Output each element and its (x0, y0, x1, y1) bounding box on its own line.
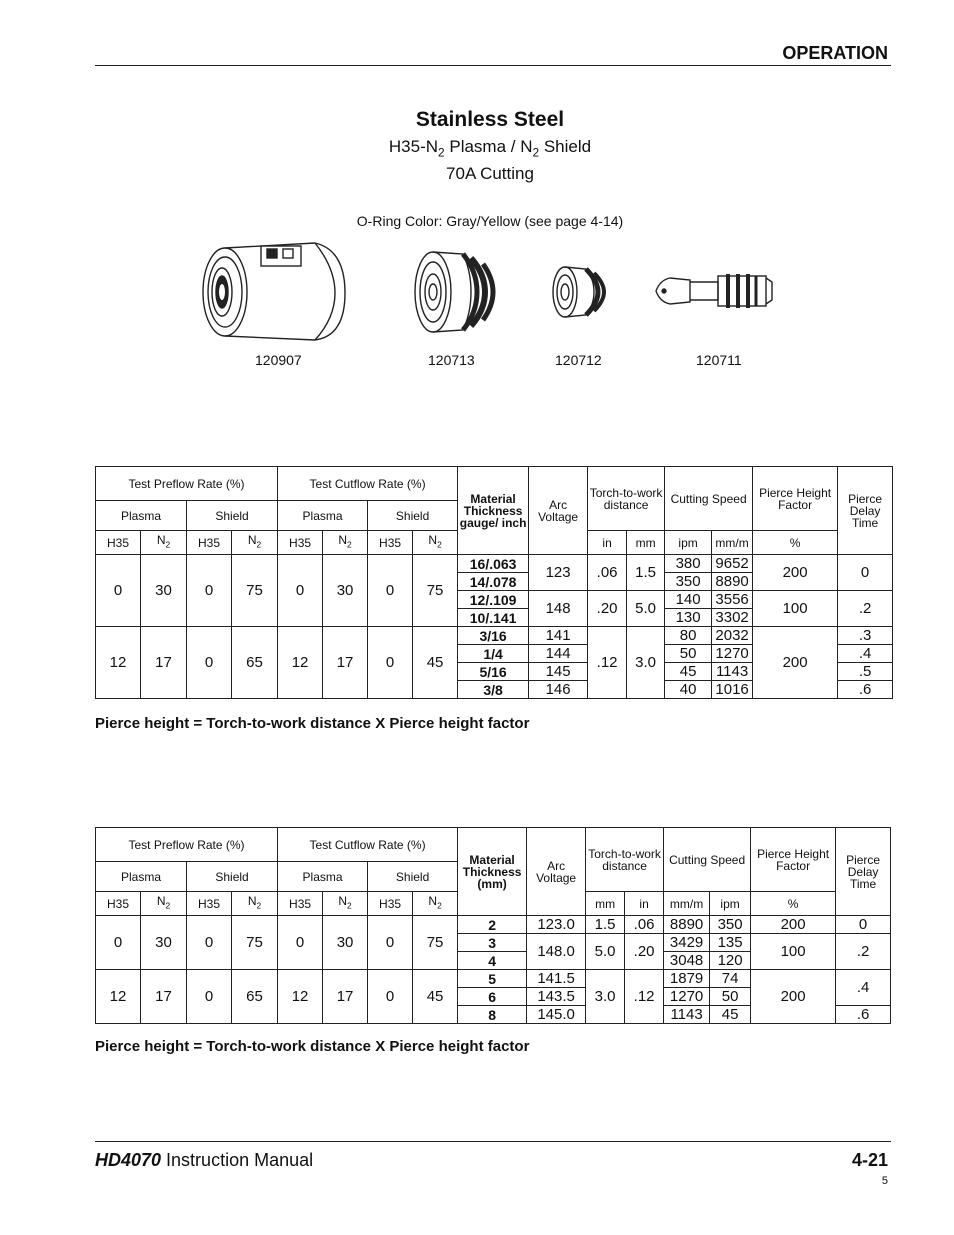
arc-voltage-cell: 148 (529, 591, 588, 627)
gas-n2-header: $N_2$ (413, 531, 458, 555)
distance-cell: .12 (588, 627, 627, 699)
cut-chart-english (95, 466, 893, 699)
model-name: HD4070 (95, 1150, 162, 1170)
pierce-height-note: Pierce height = Torch-to-work distance X Pierce height factor (95, 1038, 530, 1055)
thickness-cell: 10/.141 (458, 609, 529, 627)
arc-voltage-cell: 143.5 (527, 988, 586, 1006)
test-preflow-header: Test Preflow Rate (%) (96, 467, 278, 501)
speed-cell: 74 (710, 970, 751, 988)
pierce-delay-cell: 0 (838, 555, 893, 591)
flow-cell: 17 (323, 627, 368, 699)
speed-cell: 3302 (712, 609, 753, 627)
arc-voltage-cell: 141 (529, 627, 588, 645)
flow-cell: 65 (232, 970, 278, 1024)
material-thickness-header: Material Thickness (mm) (458, 828, 527, 916)
flow-cell: 30 (323, 555, 368, 627)
oring-note: O-Ring Color: Gray/Yellow (see page 4-14) (356, 213, 624, 229)
gas-subtitle: $H35-N_2$ Plasma / $N_2$ Shield (388, 137, 592, 160)
thickness-cell: 4 (458, 952, 527, 970)
arc-voltage-header: Arc Voltage (527, 828, 586, 916)
gas-n2-header: $N_2$ (141, 531, 187, 555)
distance-cell: .06 (625, 916, 664, 934)
page-number: 4-21 (851, 1150, 888, 1170)
thickness-cell: 1/4 (458, 645, 529, 663)
unit-header: in (625, 892, 664, 916)
distance-cell: 3.0 (627, 627, 665, 699)
test-cutflow-header: Test Cutflow Rate (%) (278, 467, 458, 501)
flow-cell: 12 (278, 970, 323, 1024)
pierce-delay-header: Pierce Delay Time (836, 828, 891, 916)
gas-h35-header: H35 (96, 531, 141, 555)
thickness-cell: 12/.109 (458, 591, 529, 609)
thickness-cell: 14/.078 (458, 573, 529, 591)
footer-rule (95, 1141, 891, 1142)
pierce-factor-cell: 200 (751, 916, 836, 934)
thickness-cell: 5 (458, 970, 527, 988)
part-number: 120713 (428, 352, 475, 368)
test-preflow-header: Test Preflow Rate (%) (96, 828, 278, 862)
speed-cell: 45 (665, 663, 712, 681)
torch-to-work-header: Torch-to-work distance (588, 467, 665, 531)
gas-n2-header: $N_2$ (413, 892, 458, 916)
gas-h35-header: H35 (187, 531, 232, 555)
part-number: 120712 (555, 352, 602, 368)
gas-h35-header: H35 (368, 892, 413, 916)
distance-cell: .20 (588, 591, 627, 627)
flow-cell: 0 (187, 970, 232, 1024)
gas-n2-header: $N_2$ (232, 531, 278, 555)
test-cutflow-header: Test Cutflow Rate (%) (278, 828, 458, 862)
cut-chart-metric (95, 827, 891, 1024)
flow-cell: 12 (278, 627, 323, 699)
flow-cell: 30 (141, 916, 187, 970)
flow-cell: 12 (96, 627, 141, 699)
pierce-delay-cell: .6 (836, 1006, 891, 1024)
shield-header: Shield (187, 862, 278, 892)
distance-cell: 1.5 (627, 555, 665, 591)
unit-header: mm (627, 531, 665, 555)
electrode-icon (652, 268, 780, 314)
speed-cell: 350 (710, 916, 751, 934)
thickness-cell: 8 (458, 1006, 527, 1024)
cutting-speed-header: Cutting Speed (664, 828, 751, 892)
flow-cell: 75 (413, 916, 458, 970)
thickness-cell: 2 (458, 916, 527, 934)
speed-cell: 40 (665, 681, 712, 699)
arc-voltage-cell: 144 (529, 645, 588, 663)
flow-cell: 75 (232, 555, 278, 627)
flow-cell: 0 (187, 627, 232, 699)
pierce-delay-cell: .4 (838, 645, 893, 663)
thickness-cell: 6 (458, 988, 527, 1006)
speed-cell: 1143 (712, 663, 753, 681)
pierce-delay-cell: 0 (836, 916, 891, 934)
speed-cell: 120 (710, 952, 751, 970)
unit-header: in (588, 531, 627, 555)
pierce-factor-cell: 200 (751, 970, 836, 1024)
gas-n2-header: $N_2$ (323, 892, 368, 916)
shield-ring-icon (405, 246, 500, 341)
torch-to-work-header: Torch-to-work distance (586, 828, 664, 892)
flow-cell: 12 (96, 970, 141, 1024)
material-thickness-header: Material Thickness gauge/ inch (458, 467, 529, 555)
unit-header: mm/m (664, 892, 710, 916)
gas-h35-header: H35 (278, 531, 323, 555)
pierce-height-factor-header: Pierce Height Factor (753, 467, 838, 531)
pierce-delay-cell: .5 (838, 663, 893, 681)
flow-cell: 75 (232, 916, 278, 970)
unit-header: mm/m (712, 531, 753, 555)
speed-cell: 380 (665, 555, 712, 573)
distance-cell: 3.0 (586, 970, 625, 1024)
nozzle-icon (548, 263, 608, 321)
shield-header: Shield (368, 862, 458, 892)
flow-cell: 75 (413, 555, 458, 627)
gas-n2-header: $N_2$ (141, 892, 187, 916)
speed-cell: 135 (710, 934, 751, 952)
distance-cell: .06 (588, 555, 627, 591)
shield-header: Shield (368, 501, 458, 531)
part-number: 120907 (255, 352, 302, 368)
pierce-delay-cell: .4 (836, 970, 891, 1006)
pierce-delay-cell: .2 (836, 934, 891, 970)
speed-cell: 45 (710, 1006, 751, 1024)
shield-header: Shield (187, 501, 278, 531)
speed-cell: 8890 (664, 916, 710, 934)
shield-cap-icon (195, 238, 355, 343)
plasma-header: Plasma (96, 862, 187, 892)
section-title: OPERATION (782, 43, 888, 63)
gas-h35-header: H35 (368, 531, 413, 555)
unit-header: ipm (665, 531, 712, 555)
speed-cell: 1270 (712, 645, 753, 663)
arc-voltage-cell: 141.5 (527, 970, 586, 988)
unit-header: ipm (710, 892, 751, 916)
speed-cell: 3048 (664, 952, 710, 970)
arc-voltage-cell: 146 (529, 681, 588, 699)
thickness-cell: 5/16 (458, 663, 529, 681)
flow-cell: 0 (278, 555, 323, 627)
speed-cell: 140 (665, 591, 712, 609)
plasma-header: Plasma (96, 501, 187, 531)
plasma-header: Plasma (278, 862, 368, 892)
gas-n2-header: $N_2$ (232, 892, 278, 916)
pierce-delay-cell: .3 (838, 627, 893, 645)
arc-voltage-header: Arc Voltage (529, 467, 588, 555)
flow-cell: 0 (187, 916, 232, 970)
speed-cell: 2032 (712, 627, 753, 645)
pierce-factor-cell: 200 (753, 627, 838, 699)
speed-cell: 1016 (712, 681, 753, 699)
arc-voltage-cell: 145 (529, 663, 588, 681)
flow-cell: 30 (141, 555, 187, 627)
gas-n2-header: $N_2$ (323, 531, 368, 555)
gas-h35-header: H35 (278, 892, 323, 916)
header-rule (95, 65, 891, 66)
flow-cell: 45 (413, 970, 458, 1024)
speed-cell: 8890 (712, 573, 753, 591)
gas-h35-header: H35 (187, 892, 232, 916)
pierce-factor-cell: 100 (753, 591, 838, 627)
sheet-number: 5 (881, 1175, 888, 1187)
flow-cell: 0 (278, 916, 323, 970)
speed-cell: 350 (665, 573, 712, 591)
speed-cell: 130 (665, 609, 712, 627)
pierce-delay-cell: .2 (838, 591, 893, 627)
flow-cell: 65 (232, 627, 278, 699)
pierce-height-note: Pierce height = Torch-to-work distance X Pierce height factor (95, 715, 530, 732)
flow-cell: 0 (368, 555, 413, 627)
distance-cell: 5.0 (627, 591, 665, 627)
pierce-factor-cell: 200 (753, 555, 838, 591)
flow-cell: 0 (368, 916, 413, 970)
plasma-header: Plasma (278, 501, 368, 531)
unit-header: mm (586, 892, 625, 916)
arc-voltage-cell: 123 (529, 555, 588, 591)
speed-cell: 1270 (664, 988, 710, 1006)
flow-cell: 0 (368, 627, 413, 699)
pierce-factor-cell: 100 (751, 934, 836, 970)
flow-cell: 0 (368, 970, 413, 1024)
distance-cell: 1.5 (586, 916, 625, 934)
flow-cell: 17 (323, 970, 368, 1024)
pierce-delay-header: Pierce Delay Time (838, 467, 893, 555)
manual-title: HD4070 Instruction Manual (95, 1150, 314, 1170)
part-number: 120711 (696, 352, 742, 368)
arc-voltage-cell: 123.0 (527, 916, 586, 934)
thickness-cell: 16/.063 (458, 555, 529, 573)
speed-cell: 1879 (664, 970, 710, 988)
speed-cell: 3429 (664, 934, 710, 952)
speed-cell: 3556 (712, 591, 753, 609)
flow-cell: 30 (323, 916, 368, 970)
pierce-delay-cell: .6 (838, 681, 893, 699)
distance-cell: .20 (625, 934, 664, 970)
flow-cell: 45 (413, 627, 458, 699)
speed-cell: 9652 (712, 555, 753, 573)
arc-voltage-cell: 145.0 (527, 1006, 586, 1024)
unit-header: % (751, 892, 836, 916)
page-title: Stainless Steel (415, 108, 565, 131)
thickness-cell: 3 (458, 934, 527, 952)
distance-cell: .12 (625, 970, 664, 1024)
speed-cell: 80 (665, 627, 712, 645)
cut-type: 70A Cutting (446, 164, 534, 183)
flow-cell: 0 (96, 916, 141, 970)
speed-cell: 1143 (664, 1006, 710, 1024)
flow-cell: 17 (141, 627, 187, 699)
pierce-height-factor-header: Pierce Height Factor (751, 828, 836, 892)
thickness-cell: 3/16 (458, 627, 529, 645)
arc-voltage-cell: 148.0 (527, 934, 586, 970)
cutting-speed-header: Cutting Speed (665, 467, 753, 531)
flow-cell: 0 (187, 555, 232, 627)
distance-cell: 5.0 (586, 934, 625, 970)
gas-h35-header: H35 (96, 892, 141, 916)
speed-cell: 50 (710, 988, 751, 1006)
flow-cell: 0 (96, 555, 141, 627)
speed-cell: 50 (665, 645, 712, 663)
flow-cell: 17 (141, 970, 187, 1024)
unit-header: % (753, 531, 838, 555)
thickness-cell: 3/8 (458, 681, 529, 699)
